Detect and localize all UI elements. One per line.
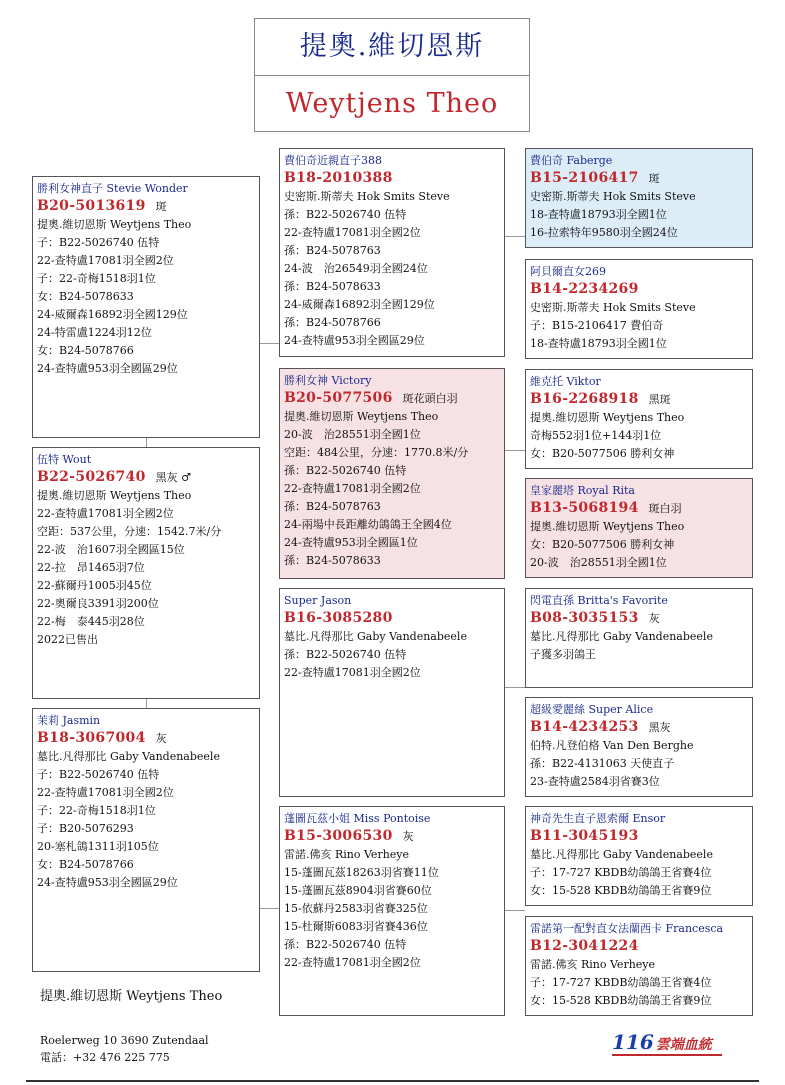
record-line: 24-查特盧953羽全國區1位 [284, 536, 418, 549]
record-line: 22-梅 泰445羽28位 [37, 615, 145, 628]
record-line: 22-查特盧17081羽全國2位 [37, 254, 174, 267]
record-line: 孫：B24-5078763 [284, 244, 381, 257]
record-line: 空距：537公里，分速：1542.7米/分 [37, 525, 222, 538]
record-line: 女：B24-5078633 [37, 290, 134, 303]
connector-line [146, 437, 147, 447]
ring-number: B14-2234269 [530, 281, 639, 297]
pedigree-box-dam[interactable] [32, 708, 260, 972]
record-line: 女：15-528 KBDB幼鴿鴿王省賽9位 [530, 884, 712, 897]
ring-number: B11-3045193 [530, 828, 639, 844]
bird-color: 灰 [402, 830, 414, 843]
record-line: 孫：B22-5026740 伍特 [284, 464, 407, 477]
ring-number: B20-5013619 斑 [37, 198, 167, 214]
ring-number: B16-2268918 黑斑 [530, 391, 671, 407]
record-line: 孫：B24-5078633 [284, 280, 381, 293]
record-line: 女：B24-5078766 [37, 344, 134, 357]
ring-number: B20-5077506 斑花頭白羽 [284, 390, 458, 406]
record-line: 孫：B24-5078633 [284, 554, 381, 567]
bird-name: 勝利女神 Victory [284, 374, 372, 387]
bird-name: 茉莉 Jasmin [37, 714, 101, 727]
record-line: 22-奧爾良3391羽200位 [37, 597, 159, 610]
bird-color: 斑花頭白羽 [402, 392, 458, 405]
record-line: 子：B15-2106417 費伯奇 [530, 319, 664, 332]
bird-name: 阿貝爾直女269 [530, 265, 606, 278]
pedigree-box-dds[interactable] [525, 806, 753, 906]
record-line: 提奧.維切恩斯 Weytjens Theo [530, 411, 685, 424]
pedigree-box-dam-sire[interactable] [279, 588, 505, 797]
pedigree-box-ddd[interactable] [525, 916, 753, 1016]
pedigree-box-sdd[interactable] [525, 478, 753, 578]
record-line: 23-查特盧2584羽省賽3位 [530, 775, 660, 788]
record-line: 提奧.維切恩斯 Weytjens Theo [37, 489, 192, 502]
bird-color: 黑灰 [648, 721, 671, 734]
bird-color: 黑灰 ♂ [155, 471, 191, 484]
connector-line [259, 343, 280, 344]
record-line: 提奧.維切恩斯 Weytjens Theo [530, 520, 685, 533]
breeder-name: 提奧.維切恩斯 Weytjens Theo [40, 989, 223, 1004]
bird-name: 超級愛麗絲 Super Alice [530, 703, 654, 716]
record-line: 女：B20-5077506 勝利女神 [530, 538, 675, 551]
record-line: 18-查特盧18793羽全國1位 [530, 208, 667, 221]
record-line: 子：22-奇梅1518羽1位 [37, 804, 156, 817]
owner-chinese-name: 提奧.維切恩斯 [255, 19, 529, 76]
pedigree-box-sire-sire[interactable] [279, 148, 505, 357]
record-line: 史密斯.斯蒂夫 Hok Smits Steve [530, 301, 696, 314]
bird-color: 斑 [648, 172, 660, 185]
pedigree-box-sire[interactable] [32, 176, 260, 438]
record-line: 雷諾.佛亥 Rino Verheye [530, 958, 656, 971]
logo-text: 雲端血統 [655, 1037, 712, 1053]
bird-name: Super Jason [284, 594, 352, 607]
pedigree-box-sire-dam[interactable] [279, 368, 505, 579]
record-line: 24-威爾森16892羽全國129位 [284, 298, 435, 311]
record-line: 16-拉索特年9580羽全國24位 [530, 226, 678, 239]
pedigree-box-dam-dam[interactable] [279, 806, 505, 1016]
record-line: 雷諾.佛亥 Rino Verheye [284, 848, 410, 861]
record-line: 子：B20-5076293 [37, 822, 134, 835]
ring-number: B18-3067004 灰 [37, 730, 167, 746]
ring-number: B15-2106417 斑 [530, 170, 660, 186]
record-line: 提奧.維切恩斯 Weytjens Theo [37, 218, 192, 231]
record-line: 2022已售出 [37, 633, 98, 646]
pedigree-box-sss[interactable] [525, 148, 753, 248]
record-line: 孫：B22-4131063 天使直子 [530, 757, 675, 770]
pedigree-box-dss[interactable] [525, 588, 753, 688]
bird-name: 雷諾第一配對直女法蘭西卡 Francesca [530, 922, 724, 935]
record-line: 墓比.凡得那比 Gaby Vandenabeele [530, 848, 713, 861]
record-line: 22-查特盧17081羽全國2位 [284, 482, 421, 495]
ring-number: B14-4234253 黑灰 [530, 719, 671, 735]
connector-line [504, 236, 525, 237]
bird-name: 蓬圖瓦茲小姐 Miss Pontoise [284, 812, 431, 825]
pedigree-box-subject[interactable] [32, 447, 260, 699]
record-line: 女：15-528 KBDB幼鴿鴿王省賽9位 [530, 994, 712, 1007]
breeder-contact [40, 1032, 209, 1066]
record-line: 24-兩場中長距離幼鴿鴿王全國4位 [284, 518, 452, 531]
record-line: 20-波 治28551羽全國1位 [284, 428, 421, 441]
bird-name: 費伯奇近親直子388 [284, 154, 382, 167]
connector-line [504, 450, 525, 451]
bird-color: 黑斑 [648, 393, 671, 406]
bottom-divider [26, 1080, 759, 1082]
record-line: 孫：B24-5078766 [284, 316, 381, 329]
logo-underline [612, 1054, 722, 1056]
record-line: 子：22-奇梅1518羽1位 [37, 272, 156, 285]
bird-name: 費伯奇 Faberge [530, 154, 613, 167]
connector-line [504, 910, 525, 911]
ring-number: B18-2010388 [284, 170, 393, 186]
connector-line [259, 908, 280, 909]
owner-english-name: Weytjens Theo [285, 88, 499, 119]
ring-number: B15-3006530 灰 [284, 828, 414, 844]
record-line: 史密斯.斯蒂夫 Hok Smits Steve [284, 190, 450, 203]
ring-number: B13-5068194 斑白羽 [530, 500, 682, 516]
record-line: 孫：B22-5026740 伍特 [284, 208, 407, 221]
record-line: 22-波 治1607羽全國區15位 [37, 543, 185, 556]
record-line: 子：B22-5026740 伍特 [37, 236, 160, 249]
record-line: 15-蓬圖瓦茲8904羽省賽60位 [284, 884, 432, 897]
record-line: 墓比.凡得那比 Gaby Vandenabeele [530, 630, 713, 643]
record-line: 22-查特盧17081羽全國2位 [284, 226, 421, 239]
record-line: 24-威爾森16892羽全國129位 [37, 308, 188, 321]
record-line: 孫：B24-5078763 [284, 500, 381, 513]
record-line: 子獲多羽鴿王 [530, 648, 596, 661]
record-line: 孫：B22-5026740 伍特 [284, 648, 407, 661]
record-line: 24-查特盧953羽全國區29位 [37, 362, 178, 375]
connector-line [504, 687, 525, 688]
breeder-address: Roelerweg 10 3690 Zutendaal [40, 1034, 209, 1047]
record-line: 22-查特盧17081羽全國2位 [37, 786, 174, 799]
logo-number: 116 [612, 1030, 654, 1054]
record-line: 子：17-727 KBDB幼鴿鴿王省賽4位 [530, 976, 712, 989]
ring-number: B08-3035153 灰 [530, 610, 660, 626]
bird-name: 勝利女神直子 Stevie Wonder [37, 182, 188, 195]
bird-name: 維克托 Viktor [530, 375, 601, 388]
owner-header [254, 18, 530, 132]
record-line: 18-查特盧18793羽全國1位 [530, 337, 667, 350]
ring-number: B16-3085280 [284, 610, 393, 626]
pedigree-box-sds[interactable] [525, 369, 753, 469]
bird-color: 灰 [155, 732, 167, 745]
record-line: 15-蓬圖瓦茲18263羽省賽11位 [284, 866, 439, 879]
record-line: 女：B20-5077506 勝利女神 [530, 447, 675, 460]
record-line: 24-波 治26549羽全國24位 [284, 262, 428, 275]
record-line: 15-依蘇丹2583羽省賽325位 [284, 902, 428, 915]
record-line: 24-查特盧953羽全國區29位 [284, 334, 425, 347]
ring-number: B12-3041224 [530, 938, 639, 954]
record-line: 孫：B22-5026740 伍特 [284, 938, 407, 951]
breeder-phone: 電話：+32 476 225 775 [40, 1051, 170, 1064]
record-line: 24-特雷盧1224羽12位 [37, 326, 152, 339]
record-line: 24-查特盧953羽全國區29位 [37, 876, 178, 889]
record-line: 子：17-727 KBDB幼鴿鴿王省賽4位 [530, 866, 712, 879]
record-line: 伯特.凡登伯格 Van Den Berghe [530, 739, 694, 752]
record-line: 子：B22-5026740 伍特 [37, 768, 160, 781]
bird-name: 伍特 Wout [37, 453, 92, 466]
record-line: 提奧.維切恩斯 Weytjens Theo [284, 410, 439, 423]
pedigree-box-ssd[interactable] [525, 259, 753, 359]
record-line: 20-塞札鴿1311羽105位 [37, 840, 159, 853]
record-line: 22-蘇爾丹1005羽45位 [37, 579, 152, 592]
record-line: 22-拉 昂1465羽7位 [37, 561, 145, 574]
record-line: 史密斯.斯蒂夫 Hok Smits Steve [530, 190, 696, 203]
bird-name: 皇家麗塔 Royal Rita [530, 484, 635, 497]
record-line: 女：B24-5078766 [37, 858, 134, 871]
record-line: 墓比.凡得那比 Gaby Vandenabeele [37, 750, 220, 763]
record-line: 22-查特盧17081羽全國2位 [37, 507, 174, 520]
record-line: 20-波 治28551羽全國1位 [530, 556, 667, 569]
record-line: 墓比.凡得那比 Gaby Vandenabeele [284, 630, 467, 643]
pedigree-box-dsd[interactable] [525, 697, 753, 797]
bird-color: 斑 [155, 200, 167, 213]
record-line: 22-查特盧17081羽全國2位 [284, 666, 421, 679]
record-line: 空距：484公里，分速：1770.8米/分 [284, 446, 469, 459]
connector-line [146, 698, 147, 708]
record-line: 22-查特盧17081羽全國2位 [284, 956, 421, 969]
ring-number: B22-5026740 黑灰 ♂ [37, 469, 191, 485]
bird-color: 斑白羽 [648, 502, 682, 515]
brand-logo[interactable] [612, 1030, 712, 1054]
record-line: 15-杜爾斯6083羽省賽436位 [284, 920, 428, 933]
bird-name: 神奇先生直子恩索爾 Ensor [530, 812, 666, 825]
bird-name: 閃電直孫 Britta's Favorite [530, 594, 668, 607]
record-line: 奇梅552羽1位+144羽1位 [530, 429, 662, 442]
bird-color: 灰 [648, 612, 660, 625]
